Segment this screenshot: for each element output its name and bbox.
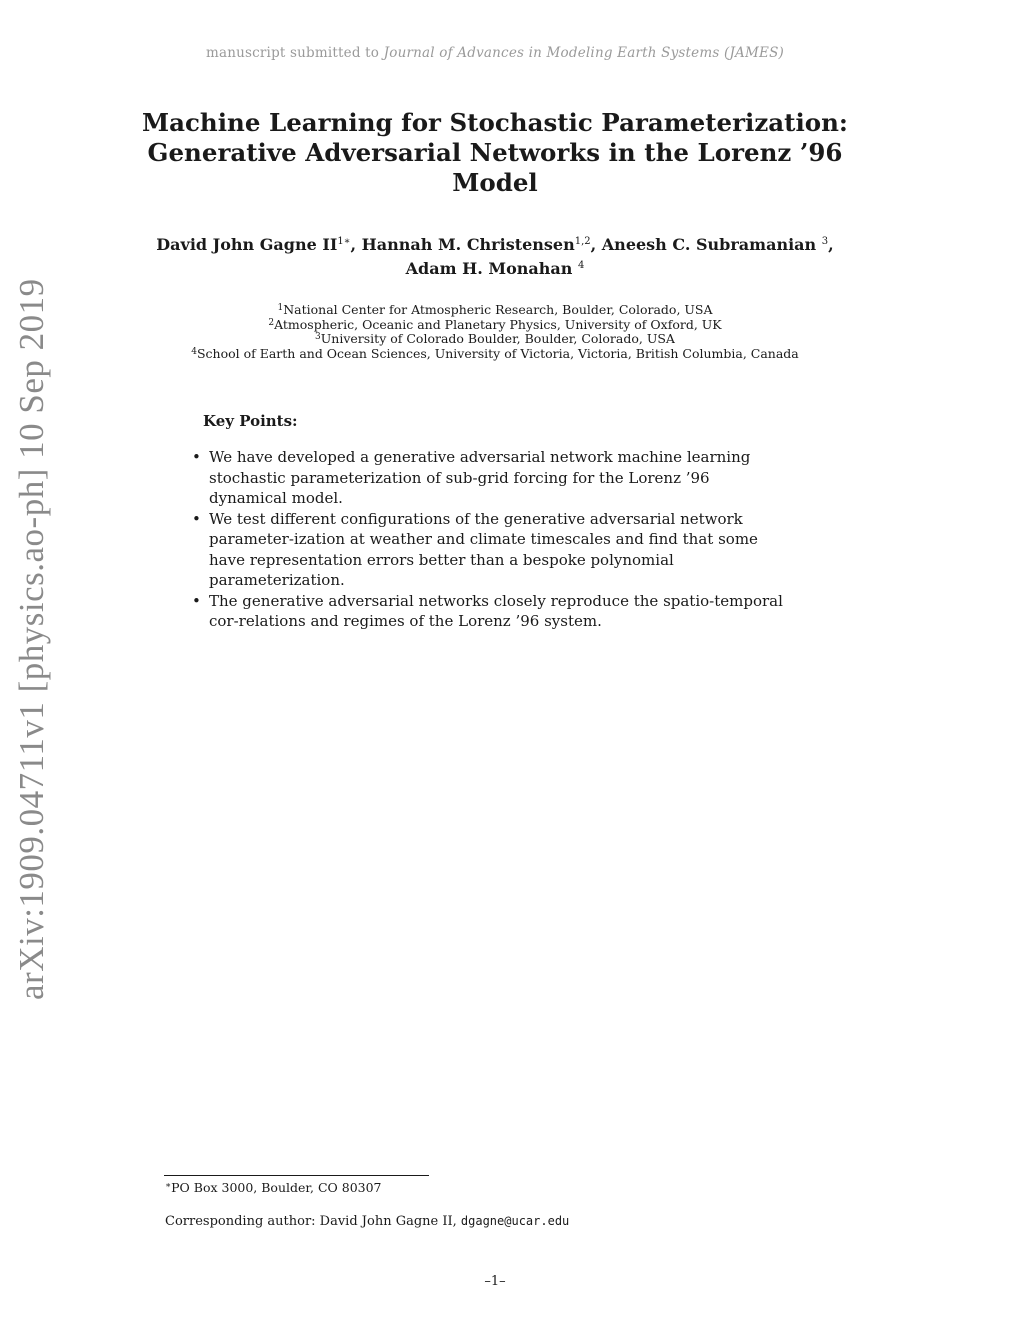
key-point-text: We test different configurations of the generative adversarial network parameter-ization at weather and climate timescales and find that some have representation errors better than a bespoke polynomial parameterization. bbox=[209, 509, 758, 589]
affiliation bbox=[0, 317, 990, 332]
corresponding-label: Corresponding author: David John Gagne II, bbox=[165, 1214, 461, 1229]
affiliation bbox=[0, 331, 990, 346]
author-list bbox=[0, 231, 990, 279]
corresponding-email: dgagne@ucar.edu bbox=[460, 1214, 570, 1228]
affiliation-sup: 3 bbox=[315, 332, 321, 342]
author-4: Adam H. Monahan bbox=[405, 259, 573, 278]
author-1-sup: 1∗ bbox=[337, 236, 351, 247]
author-line-2 bbox=[0, 255, 990, 279]
journal-name: Journal of Advances in Modeling Earth Systems (JAMES) bbox=[383, 45, 785, 61]
affiliation-text: School of Earth and Ocean Sciences, University of Victoria, Victoria, British Columbia, Canada bbox=[196, 345, 799, 361]
affiliation-sup: 2 bbox=[268, 317, 275, 328]
affiliation-sup: 4 bbox=[191, 346, 197, 357]
author-1: David John Gagne II bbox=[156, 235, 338, 254]
bullet: • bbox=[192, 509, 201, 528]
author-3: Aneesh C. Subramanian bbox=[601, 235, 817, 254]
author-line-1: David John Gagne $II^{1∗}$, Hannah M. Christensen$^{1,2}$, Aneesh C. Subramanian $^3$, bbox=[156, 235, 834, 254]
affiliation bbox=[0, 346, 990, 361]
affiliation bbox=[0, 302, 990, 317]
header-prefix: manuscript submitted to bbox=[205, 45, 384, 61]
key-points-heading: Key Points: bbox=[203, 412, 298, 430]
author-2-sup: 1,2 bbox=[574, 236, 591, 247]
title-line-1: Machine Learning for Stochastic Parameterization: bbox=[142, 108, 848, 137]
key-point-item bbox=[192, 447, 792, 509]
bullet: • bbox=[192, 448, 201, 466]
footnote-mark: ∗ bbox=[165, 1181, 172, 1191]
key-point-text: We have developed a generative adversarial network machine learning stochastic parameterization of sub-grid forcing for the Lorenz ’96 dynamical model. bbox=[209, 448, 751, 507]
title-line-3: Model bbox=[452, 168, 538, 197]
key-point-item bbox=[192, 509, 792, 591]
title-line-2: Generative Adversarial Networks in the Lorenz ’96 bbox=[147, 138, 843, 167]
affiliations bbox=[0, 302, 990, 360]
affiliation-text: Atmospheric, Oceanic and Planetary Physics, University of Oxford, UK bbox=[274, 316, 722, 332]
key-points-list bbox=[192, 447, 792, 632]
key-point-text: The generative adversarial networks closely reproduce the spatio-temporal cor-relations and regimes of the Lorenz ’96 system. bbox=[209, 591, 783, 630]
footnote-text: PO Box 3000, Boulder, CO 80307 bbox=[171, 1180, 382, 1195]
bullet: • bbox=[192, 591, 201, 610]
author-2: Hannah M. Christensen bbox=[361, 235, 575, 254]
paper-title bbox=[0, 108, 990, 198]
footnote bbox=[165, 1180, 382, 1195]
affiliation-text: University of Colorado Boulder, Boulder, Colorado, USA bbox=[320, 331, 675, 346]
arxiv-stamp: arXiv:1909.04711v1 [physics.ao-ph] 10 Sep 2019 bbox=[12, 278, 51, 1000]
key-point-item bbox=[192, 591, 792, 632]
corresponding-author bbox=[165, 1214, 569, 1229]
running-header bbox=[0, 45, 990, 61]
author-4-sup: 4 bbox=[577, 260, 585, 271]
author-3-sup: 3 bbox=[821, 236, 829, 247]
affiliation-text: National Center for Atmospheric Research, Boulder, Colorado, USA bbox=[283, 302, 713, 317]
footnote-rule bbox=[164, 1175, 429, 1176]
affiliation-sup: 1 bbox=[277, 303, 284, 313]
page-number: –1– bbox=[484, 1274, 506, 1289]
